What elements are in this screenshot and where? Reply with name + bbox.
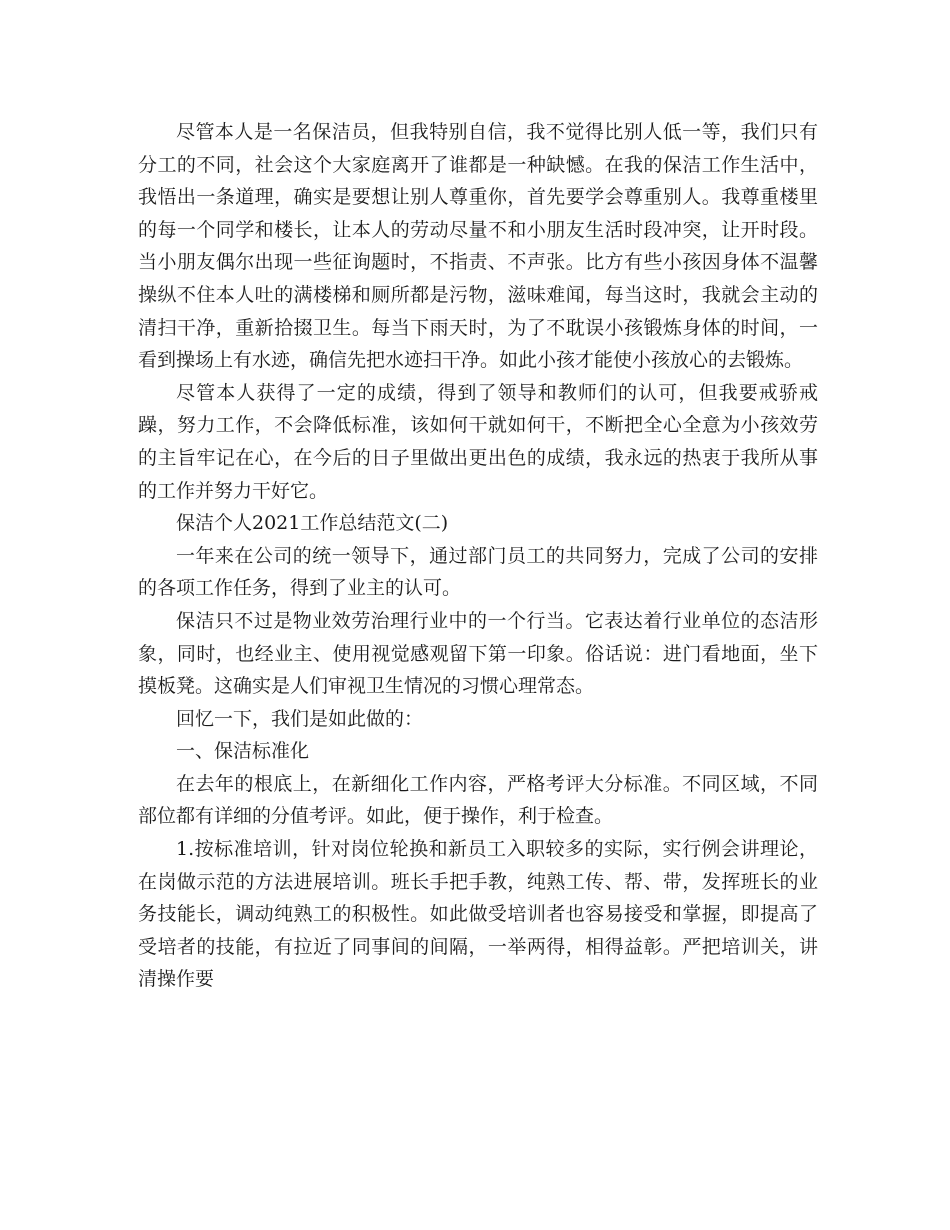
section-heading-sample-two: 保洁个人2021工作总结范文(二) [176, 512, 449, 535]
paragraph-cleaner-self-confidence: 尽管本人是一名保洁员，但我特别自信，我不觉得比别人低一等，我们只有分工的不同，社会这个大家庭离开了谁都是一种缺憾。在我的保洁工作生活中，我悟出一条道理，确实是要想让别人尊重你，首先要学会尊重别人。我尊重楼里的每一个同学和楼长，让本人的劳动尽量不和小朋友生活时段冲突，让开时段。当小朋友偶尔出现一些征询题时，不指责、不声张。比方有些小孩因身体不温馨操纵不住本人吐的满楼梯和厕所都是污物，滋味难闻，每当这时，我就会主动的清扫干净，重新拾掇卫生。每当下雨天时，为了不耽误小孩锻炼身体的时间，一看到操场上有水迹，确信先把水迹扫干净。如此小孩才能使小孩放心的去锻炼。 [138, 121, 818, 372]
paragraph-standards-detail: 在去年的根底上，在新细化工作内容，严格考评大分标准。不同区域，不同部位都有详细的分值考评。如此，便于操作，利于检查。 [138, 772, 818, 828]
paragraph-training: 1.按标准培训，针对岗位轮换和新员工入职较多的实际，实行例会讲理论，在岗做示范的方法进展培训。班长手把手教，纯熟工传、帮、带，发挥班长的业务技能长，调动纯熟工的积极性。如此做受培训者也容易接受和掌握，即提高了受培者的技能，有拉近了同事间的间隔，一举两得，相得益彰。严把培训关，讲清操作要 [138, 838, 818, 991]
paragraph-achievements: 尽管本人获得了一定的成绩，得到了领导和教师们的认可，但我要戒骄戒躁，努力工作，不会降低标准，该如何干就如何干，不断把全心全意为小孩效劳的主旨牢记在心，在今后的日子里做出更出色的成绩，我永远的热衷于我所从事的工作并努力干好它。 [138, 381, 818, 502]
subheading-standardization: 一、保洁标准化 [176, 740, 310, 763]
paragraph-review-intro: 回忆一下，我们是如此做的： [176, 707, 424, 730]
paragraph-year-overview: 一年来在公司的统一领导下，通过部门员工的共同努力，完成了公司的安排的各项工作任务，得到了业主的认可。 [138, 544, 818, 600]
document-body [138, 116, 818, 996]
paragraph-cleaning-image: 保洁只不过是物业效劳治理行业中的一个行当。它表达着行业单位的态洁形象，同时，也经业主、使用视觉感观留下第一印象。俗话说：进门看地面，坐下摸板凳。这确实是人们审视卫生情况的习惯心理常态。 [138, 609, 818, 698]
